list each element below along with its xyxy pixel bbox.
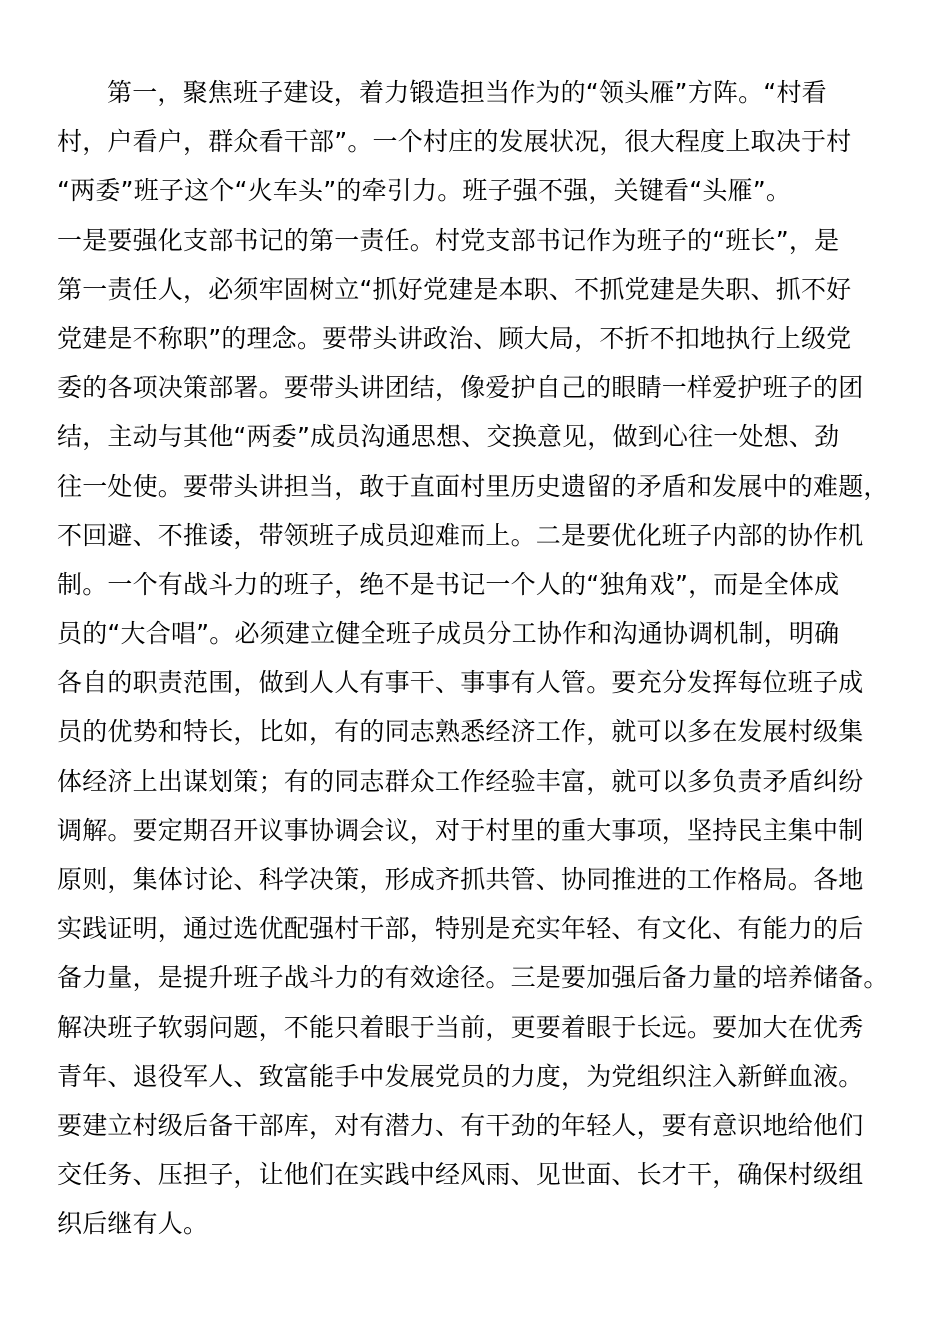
paragraph-line: 员的优势和特长，比如，有的同志熟悉经济工作，就可以多在发展村级集 <box>57 717 864 747</box>
paragraph-line: 委的各项决策部署。要带头讲团结，像爱护自己的眼睛一样爱护班子的团 <box>57 373 864 403</box>
paragraph-line: 解决班子软弱问题，不能只着眼于当前，更要着眼于长远。要加大在优秀 <box>57 1012 864 1042</box>
paragraph-line: 第一责任人，必须牢固树立“抓好党建是本职、不抓党建是失职、抓不好 <box>57 274 852 304</box>
paragraph-line: 织后继有人。 <box>57 1209 209 1239</box>
paragraph-line: 制。一个有战斗力的班子，绝不是书记一个人的“独角戏”，而是全体成 <box>57 569 840 599</box>
paragraph-line: 往一处使。要带头讲担当，敢于直面村里历史遗留的矛盾和发展中的难题， <box>57 471 889 501</box>
paragraph-line: 体经济上出谋划策；有的同志群众工作经验丰富，就可以多负责矛盾纠纷 <box>57 766 864 796</box>
paragraph-line: 备力量，是提升班子战斗力的有效途径。三是要加强后备力量的培养储备。 <box>57 963 889 993</box>
paragraph-line: “两委”班子这个“火车头”的牵引力。班子强不强，关键看“头雁”。 <box>57 176 792 206</box>
body-paragraph <box>57 68 897 1249</box>
paragraph-line: 第一，聚焦班子建设，着力锻造担当作为的“领头雁”方阵。“村看 <box>107 78 827 107</box>
paragraph-line: 原则，集体讨论、科学决策，形成齐抓共管、协同推进的工作格局。各地 <box>57 865 864 894</box>
paragraph-line: 不回避、不推诿，带领班子成员迎难而上。二是要优化班子内部的协作机 <box>57 520 864 550</box>
paragraph-line: 员的“大合唱”。必须建立健全班子成员分工协作和沟通协调机制，明确 <box>57 619 840 649</box>
paragraph-line: 要建立村级后备干部库，对有潜力、有干劲的年轻人，要有意识地给他们 <box>57 1110 864 1140</box>
paragraph-line: 交任务、压担子，让他们在实践中经风雨、见世面、长才干，确保村级组 <box>57 1160 864 1190</box>
paragraph-line: 党建是不称职”的理念。要带头讲政治、顾大局，不折不扣地执行上级党 <box>57 323 852 353</box>
paragraph-line: 一是要强化支部书记的第一责任。村党支部书记作为班子的“班长”，是 <box>57 225 840 255</box>
paragraph-line: 调解。要定期召开议事协调会议，对于村里的重大事项，坚持民主集中制 <box>57 815 864 845</box>
paragraph-line: 结，主动与其他“两委”成员沟通思想、交换意见，做到心往一处想、劲 <box>57 422 840 452</box>
paragraph-line: 青年、退役军人、致富能手中发展党员的力度，为党组织注入新鲜血液。 <box>57 1061 864 1091</box>
paragraph-line: 村，户看户，群众看干部”。一个村庄的发展状况，很大程度上取决于村 <box>57 127 852 157</box>
paragraph-line: 实践证明，通过选优配强村干部，特别是充实年轻、有文化、有能力的后 <box>57 914 864 944</box>
paragraph-line: 各自的职责范围，做到人人有事干、事事有人管。要充分发挥每位班子成 <box>57 668 864 698</box>
